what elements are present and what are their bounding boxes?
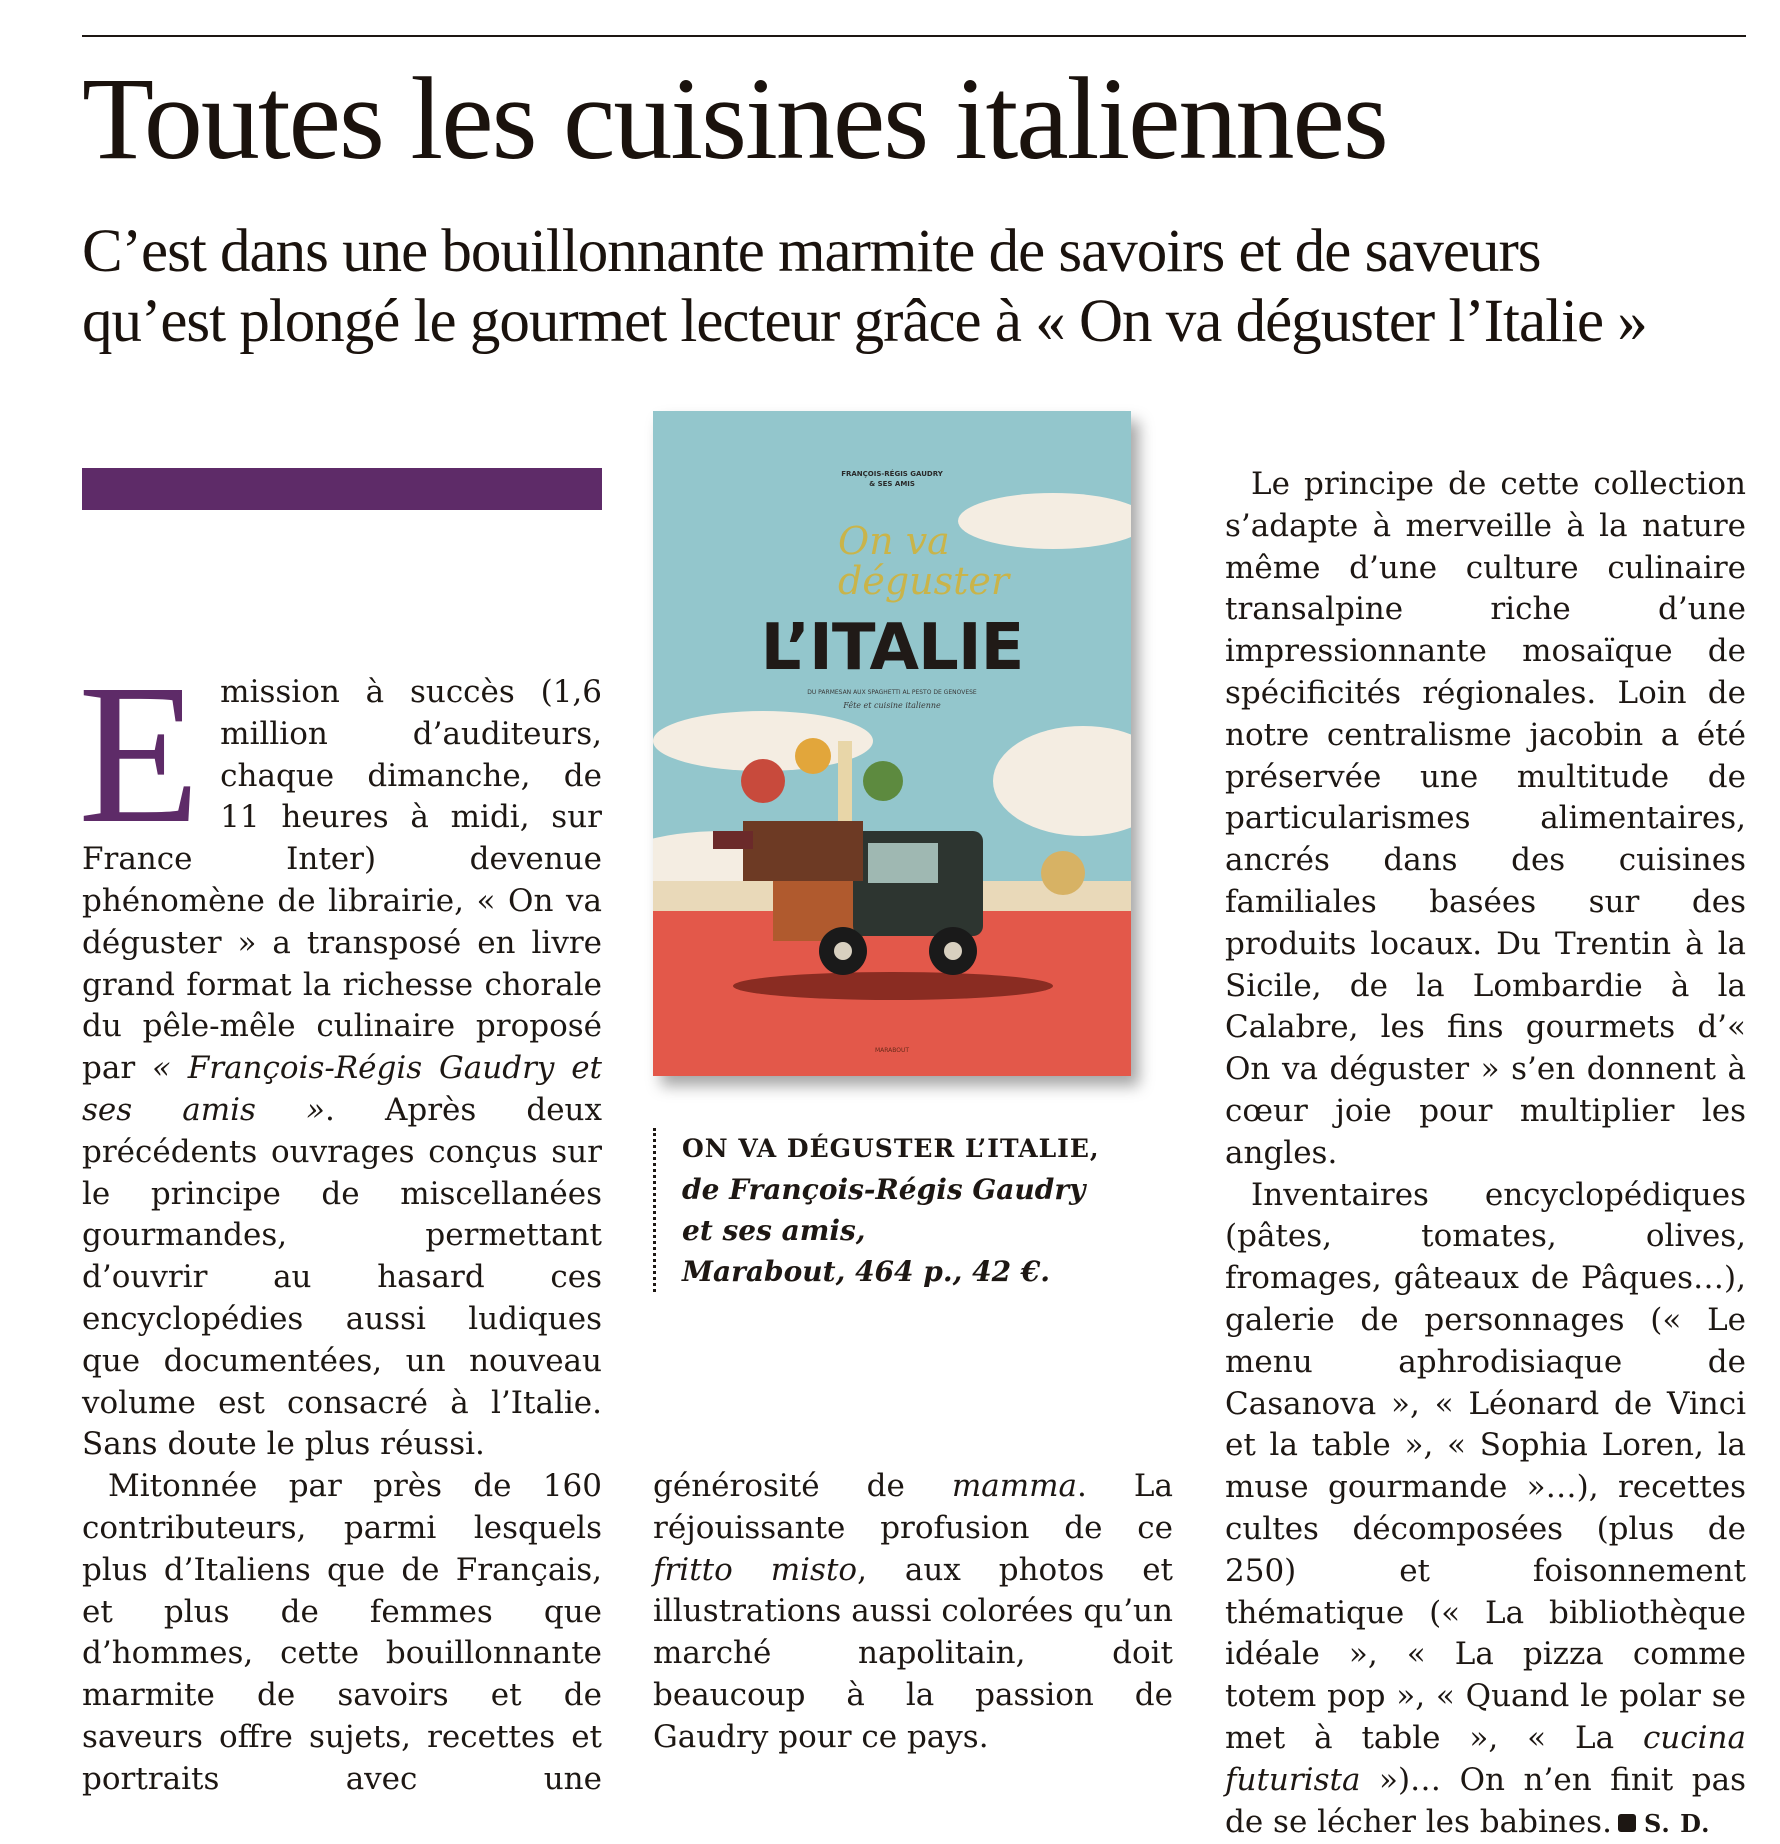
deck-line-2: qu’est plongé le gourmet lecteur grâce à « On va déguster l’Italie » [82, 288, 1647, 355]
cover-author: FRANÇOIS-RÉGIS GAUDRY & SES AMIS [841, 470, 943, 488]
paragraph-4: Inventaires encyclopédiques (pâtes, tomates, olives, fromages, gâteaux de Pâques…), galerie de personnages (« Le menu aphrodisiaque de Casanova », « Léonard de Vinci et la table », « Sophia Loren, la muse gourmande »…), recettes cultes décomposées (plus de 250) et foisonnement thématique (« La bibliothèque idéale », « La pizza comme totem pop », « Quand le polar se met à table », « La cucina futurista »)… On n’en finit pas de se lécher les babines. S. D. [1225, 1176, 1746, 1840]
article-column-right [1225, 464, 1746, 1844]
caption-publisher: Marabout, 464 p., 42 €. [682, 1255, 1051, 1288]
accent-bar [82, 468, 602, 510]
caption-title: ON VA DÉGUSTER L’ITALIE, [682, 1134, 1100, 1163]
paragraph-3: Le principe de cette collection s’adapte à merveille à la nature même d’une culture culinaire transalpine riche d’une impressionnante mosaïque de spécificités régionales. Loin de notre centralisme jacobin a été préservée une multitude de particularismes alimentaires, ancrés dans des cuisines familiales basées sur des produits locaux. Du Trentin à la Sicile, de la Lombardie à la Calabre, les fins gourmets d’« On va déguster » s’en donnent à cœur joie pour multiplier les angles. [1225, 466, 1746, 1171]
cover-title: L’ITALIE [760, 611, 1024, 685]
caption-author-1: de François-Régis Gaudry [682, 1173, 1086, 1206]
book-cover-image [653, 411, 1131, 1076]
article-column-left [78, 644, 603, 1842]
paragraph-2-start: Mitonnée par près de 160 contributeurs, parmi lesquels plus d’Italiens que de Français, et plus de femmes que d’hommes, cette bouillonnante marmite de savoirs et de saveurs offre sujets, recettes et portraits avec une [82, 1468, 602, 1797]
book-caption [653, 1128, 1100, 1292]
end-mark-icon [1618, 1814, 1636, 1832]
deck [82, 217, 1752, 357]
cover-subtitle: DU PARMESAN AUX SPAGHETTI AL PESTO DE GENOVESE [807, 689, 977, 696]
cover-publisher: MARABOUT [874, 1047, 910, 1054]
paragraph-2-end: générosité de mamma. La réjouissante profusion de ce fritto misto, aux photos et illustrations aussi colorées qu’un marché napolitain, doit beaucoup à la passion de Gaudry pour ce pays. [653, 1468, 1173, 1755]
article-column-middle [653, 1466, 1173, 1759]
top-rule [82, 35, 1746, 37]
caption-author-2: et ses amis, [682, 1214, 866, 1247]
paragraph-1: Emission à succès (1,6 million d’auditeurs, chaque dimanche, de 11 heures à midi, sur France Inter) devenue phénomène de librairie, « On va déguster » a transposé en livre grand format la richesse chorale du pêle-mêle culinaire proposé par « François-Régis Gaudry et ses amis ». Après deux précédents ouvrages conçus sur le principe de miscellanées gourmandes, permettant d’ouvrir au hasard ces encyclopédies aussi ludiques que documentées, un nouveau volume est consacré à l’Italie. Sans doute le plus réussi. [78, 644, 603, 1463]
deck-line-1: C’est dans une bouillonnante marmite de savoirs et de saveurs [82, 218, 1541, 285]
drop-cap: E [78, 644, 201, 865]
author-signature: S. D. [1643, 1808, 1711, 1838]
cover-subtitle-2: Fête et cuisine italienne [843, 701, 941, 710]
headline: Toutes les cuisines italiennes [82, 53, 1387, 184]
cover-script-title: On va déguster [838, 519, 1010, 603]
cover-illustration [653, 411, 1131, 1076]
